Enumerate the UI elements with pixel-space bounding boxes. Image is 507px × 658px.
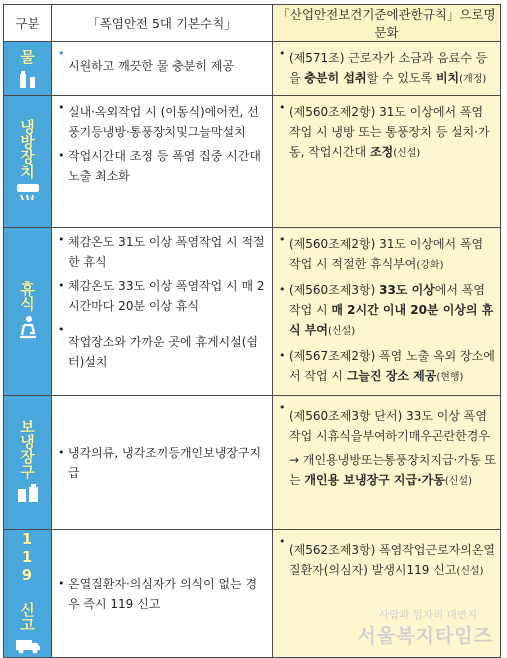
table-row-cooling-gear <box>4 396 501 530</box>
list-item: • 온열질환자·의심자가 의식이 없는 경우 즉시 119 신고 <box>52 572 272 616</box>
status-tag: (신설) <box>456 566 484 577</box>
label-cooling-gear <box>4 396 52 530</box>
regulation-text: 에서 폭염작업 시 <box>289 283 485 317</box>
list-item <box>273 396 500 448</box>
list-item: • 체감온도 31도 이상 폭염작업 시 적절한 휴식 <box>52 228 272 274</box>
arrow-note <box>273 448 500 494</box>
cooling-gear-icon <box>4 483 51 506</box>
regulation-emphasis: 조정 <box>370 145 394 159</box>
list-item: • 실내·옥외작업 시 (이동식)에어컨, 선풍기등냉방·통풍장치및그늘막설치 <box>52 96 272 144</box>
regulation-emphasis: 그늘진 장소 제공 <box>346 369 437 383</box>
list-item: • 체감온도 33도 이상 폭염작업 시 매 2시간마다 20분 이상 휴식 <box>52 274 272 318</box>
regulation-emphasis: 33도 이상 <box>379 283 435 297</box>
regulation-text: (제560조제2항) 31도 이상에서 폭염 작업 시 냉방 또는 통풍장치 등 설치·가동, 작업시간대 <box>289 105 490 159</box>
regulation-emphasis: 개인용 보냉장구 지급·가동 <box>304 473 445 487</box>
label-cooling-gear-text: 보냉장구 <box>18 419 36 479</box>
list-item: • 작업시간대 조정 등 폭염 집중 시간대 노출 최소화 <box>52 144 272 188</box>
label-rest <box>4 228 52 396</box>
status-tag: (현행) <box>436 372 464 383</box>
list-item: • 작업장소와 가까운 곳에 휴게시설(쉼터)설치 <box>52 318 272 374</box>
watermark-logo: 서울복지타임즈 <box>357 625 493 647</box>
list-item <box>273 278 500 344</box>
table-row-rest <box>4 228 501 396</box>
regulation-emphasis: 충분히 섭취 <box>304 71 367 85</box>
header-basic-rules: 「폭염안전 5대 기본수칙」 <box>52 5 273 42</box>
regulation-text: (제571조) 근로자가 소금과 음료수 등을 <box>289 51 488 85</box>
table-row-water <box>4 42 501 96</box>
rules-table <box>3 4 501 658</box>
header-regulation: 「산업안전보건기준에관한규칙」으로명문화 <box>273 5 501 42</box>
regulation-emphasis: 비치 <box>435 71 460 85</box>
regulation-text: (제560조제2항) 31도 이상에서 폭염 작업 시 적절한 휴식부여 <box>289 237 484 271</box>
list-item <box>273 530 500 584</box>
table-row-cooling <box>4 96 501 228</box>
status-tag: (신설) <box>444 476 472 487</box>
status-tag: (신설) <box>327 326 356 337</box>
ambulance-icon <box>4 636 51 657</box>
status-tag: (강화) <box>416 260 444 271</box>
list-item: • 시원하고 깨끗한 물 충분히 제공 <box>52 42 272 78</box>
regulation-text: (제560조제3항) <box>289 283 380 297</box>
label-cooling-text: 냉방장치 <box>18 119 36 179</box>
air-conditioner-icon <box>4 183 51 204</box>
status-tag: (신설) <box>393 148 421 159</box>
regulation-emphasis: 매 2시간 이내 20분 이상의 휴식 부여 <box>289 303 494 337</box>
label-119 <box>4 530 52 658</box>
table-header-row <box>4 5 501 42</box>
regulation-text: (제567조제2항) 폭염 노출 옥외 장소에서 작업 시 <box>289 349 495 383</box>
regulation-text: 할 수 있도록 <box>366 71 436 85</box>
label-rest-text: 휴식 <box>18 281 36 311</box>
list-item <box>273 228 500 278</box>
regulation-text: (제560조제3항 단서) 33도 이상 폭염작업 시휴식을부여하기매우곤란한경우 <box>289 409 490 443</box>
list-item <box>273 96 500 166</box>
label-119-text: 119 신고 <box>18 530 36 632</box>
list-item: • 냉각의류, 냉각조끼등개인보냉장구지급 <box>52 441 272 485</box>
regulation-text: (제562조제3항) 폭염작업근로자의온열질환자(의심자) 발생시119 신고 <box>289 543 496 577</box>
regulation-text: → 개인용냉방또는통풍장치지급·가동 또는 <box>289 453 496 487</box>
resting-person-icon <box>4 315 51 342</box>
header-category: 구분 <box>4 5 52 42</box>
water-bottle-icon <box>4 71 51 92</box>
watermark-tagline: 사람과 일자리 대변지 <box>379 609 477 621</box>
list-item <box>273 344 500 390</box>
label-water-text: 물 <box>20 47 35 66</box>
list-item <box>273 42 500 92</box>
label-cooling <box>4 96 52 228</box>
status-tag: (개정) <box>459 74 487 85</box>
label-water <box>4 42 52 96</box>
